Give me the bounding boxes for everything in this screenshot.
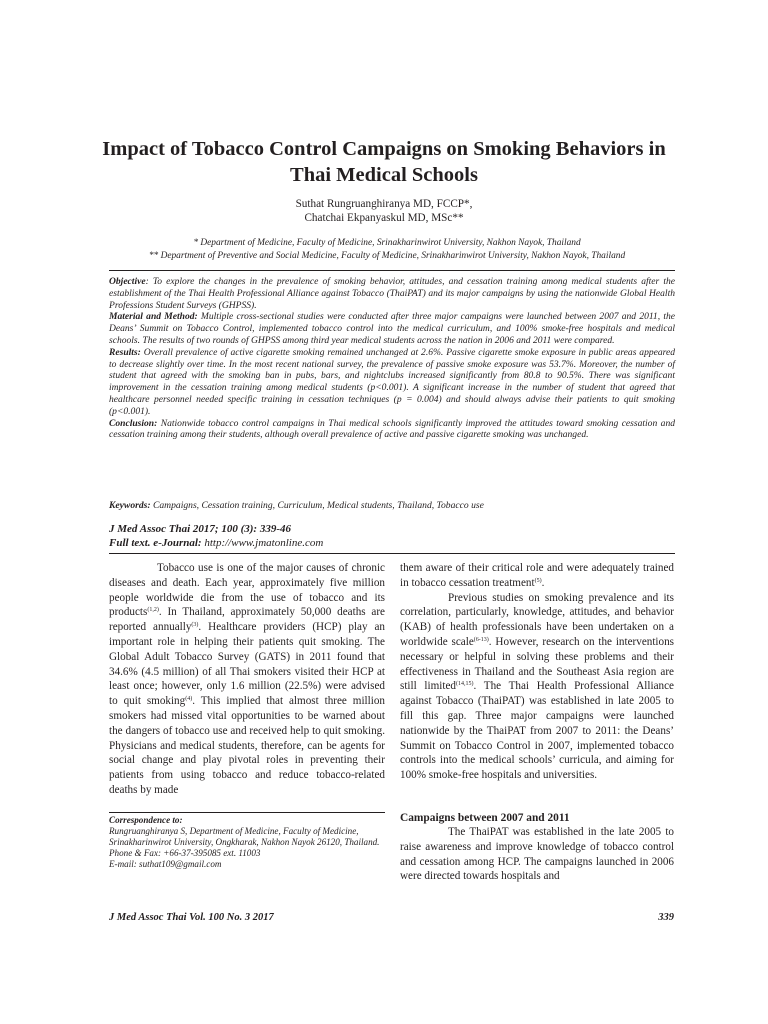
body-paragraph-1: Tobacco use is one of the major causes of chronic diseases and death. Each year, approximately five million people worldwide die from the use of tobacco and its products$^{(1,2)}$. In Thailand, approximately 50,000 deaths are reported annually$^{(3)}$. Healthcare providers (HCP) play an important role in helping their patients quit smoking. The Global Adult Tobacco Survey (GATS) in 2011 found that 34.6% (4.5 million) of all Thai smokers visited their HCP at least once; however, only 1.6 million (22.5%) were advised to quit smoking$^{(4)}$. This implied that almost three million smokers had missed vital opportunities to be warned about the dangers of tobacco use and received help to quit smoking. Physicians and medical students, therefore, can be agents for social change and play pivotal roles in preventing their patients from using tobacco and reduce tobacco-related deaths by made [109, 562, 385, 796]
abstract-methods: Material and Method: Multiple cross-sectional studies were conducted after three major campaigns were launched between 2007 and 2011, the Deans’ Summit on Tobacco Control, implemented tobacco control into the medical curriculum, and 100% smoke-free hospitals and medical schools. The results of two rounds of GHPSS among third year medical students across the nation in 2006 and 2011 were compared. [109, 311, 675, 346]
fulltext-link[interactable]: http://www.jmatonline.com [201, 537, 324, 549]
correspondence-heading: Correspondence to: [109, 815, 183, 825]
body-right-column [400, 561, 674, 783]
article-title: Impact of Tobacco Control Campaigns on Smoking Behaviors in Thai Medical Schools [102, 138, 666, 186]
correspondence-rule [109, 812, 385, 813]
top-rule [109, 270, 675, 271]
abstract-conclusion: Conclusion: Nationwide tobacco control campaigns in Thai medical schools significantly improved the attitudes toward smoking cessation and cessation training among their students, although overall prevalence of active and passive cigarette smoking was unchanged. [109, 417, 675, 441]
correspondence-block [109, 815, 385, 870]
citation-block [109, 522, 509, 550]
header-rule [109, 553, 675, 554]
affiliations [100, 237, 674, 263]
abstract-results: Results: Overall prevalence of active cigarette smoking remained unchanged at 2.6%. Passive cigarette smoke exposure in public areas appeared to decrease slightly over time. In the most recent national survey, the prevalence of passive smoke exposure was 53.7%. Moreover, the number of student that agreed with the smoking ban in pubs, bars, and nightclubs increased significantly from 80.8 to 90.5%. There was significant improvement in the cessation training among medical students (p<0.001). A significant increase in the number of student that agreed that healthcare personnel needed specific training in cessation techniques (p = 0.004) and should always advise their patients to quit smoking (p<0.001). [109, 346, 675, 417]
correspondence-email: E-mail: suthat109@gmail.com [109, 859, 222, 869]
fulltext-line: Full text. e-Journal: http://www.jmatonline.com [109, 537, 324, 549]
citation-line: J Med Assoc Thai 2017; 100 (3): 339-46 [109, 523, 291, 535]
abstract-objective: Objective: To explore the changes in the prevalence of smoking behavior, attitudes, and cessation training among medical students after the establishment of the Thai Health Professional Alliance against Tobacco (ThaiPAT) and its major campaigns by using the nationwide Global Health Professions Student Surveys (GHPSS). [109, 276, 675, 311]
abstract [109, 276, 675, 441]
correspondence-address: Rungruanghiranya S, Department of Medicine, Faculty of Medicine, Srinakharinwirot University, Ongkharak, Nakhon Nayok 26120, Thailand. [109, 826, 380, 847]
affiliation-1: * Department of Medicine, Faculty of Medicine, Srinakharinwirot University, Nakhon Nayok, Thailand [193, 238, 581, 248]
body-paragraph-2: Previous studies on smoking prevalence and its correlation, particularly, knowledge, attitudes, and behavior (KAB) of health professionals have been undertaken on a worldwide scale$^{(6-13)}$. However, research on the interventions necessary or helpful in solving these problems and their effectiveness in Thailand and the Southeast Asia region are still limited$^{(14,15)}$. The Thai Health Professional Alliance against Tobacco (ThaiPAT) was established in late 2005 to fill this gap. Three major campaigns were launched nationwide by the ThaiPAT from 2007 to 2011: the Deans’ Summit on Tobacco Control in 2007, implemented tobacco controls into the medical schools’ curricula, and aiming for 100% smoke-free hospitals and universities. [400, 591, 674, 782]
affiliation-2: ** Department of Preventive and Social Medicine, Faculty of Medicine, Srinakharinwirot University, Nakhon Nayok, Thailand [148, 251, 626, 261]
keywords: Keywords: Campaigns, Cessation training, Curriculum, Medical students, Thailand, Tobacco use [109, 500, 484, 511]
body-left-column [109, 561, 385, 798]
body-paragraph-continued: them aware of their critical role and were adequately trained in tobacco cessation treatment$^{(5)}$. [400, 562, 674, 589]
correspondence-phone: Phone & Fax: +66-37-395085 ext. 11003 [109, 848, 261, 858]
page-number: 339 [658, 912, 674, 923]
footer-journal: J Med Assoc Thai Vol. 100 No. 3 2017 [109, 912, 274, 923]
body-right-column-lower [400, 825, 674, 884]
author-1: Suthat Rungruanghiranya MD, FCCP*, [295, 198, 473, 210]
body-paragraph-3: The ThaiPAT was established in the late 2005 to raise awareness and improve knowledge of tobacco control and cessation among HCP. The campaigns launched in 2006 were directed towards hospitals and [400, 826, 674, 883]
section-heading: Campaigns between 2007 and 2011 [400, 812, 570, 824]
author-2: Chatchai Ekpanyaskul MD, MSc** [304, 212, 464, 224]
author-list [100, 197, 668, 225]
